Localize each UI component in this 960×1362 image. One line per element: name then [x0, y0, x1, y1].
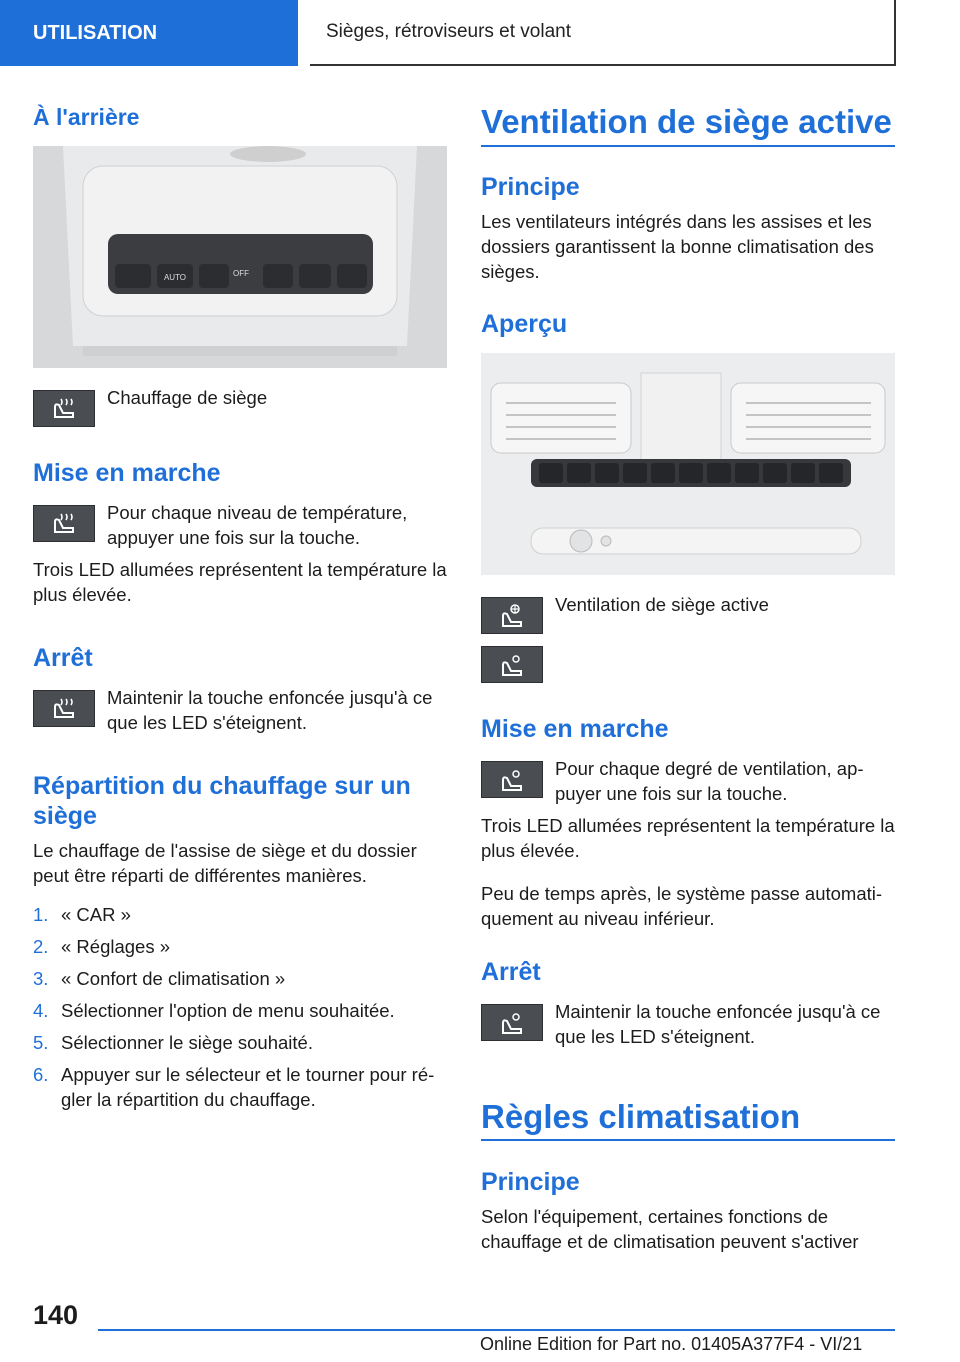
section-tab — [0, 0, 298, 66]
edition-note: Online Edition for Part no. 01405A377F4 - VI/21 — [480, 1334, 863, 1354]
seat-ventilation-icon — [481, 1004, 543, 1041]
heading-ventilation: Ventilation de siège active — [481, 103, 892, 140]
heading-principle-2: Principe — [481, 1168, 580, 1196]
vent-on-text: Pour chaque degré de ventilation, ap-puyer une fois sur la touche. — [555, 758, 864, 804]
step-text: « CAR » — [61, 904, 131, 925]
step-number: 4. — [33, 1000, 49, 1021]
heading-rule — [481, 145, 895, 147]
page-number: 140 — [33, 1300, 79, 1330]
step-text: Appuyer sur le sélecteur et le tourner pour ré-gler la répartition du chauffage. — [61, 1064, 435, 1110]
chapter-title: Sièges, rétroviseurs et volant — [326, 21, 572, 42]
step-text: Sélectionner l'option de menu souhaitée. — [61, 1000, 395, 1021]
on-leds-text: Trois LED allumées représentent la température la plus élevée. — [33, 559, 447, 605]
step-number: 5. — [33, 1032, 49, 1053]
seat-heating-icon — [33, 390, 95, 427]
vent-leds-text: Trois LED allumées représentent la température la plus élevée. — [481, 815, 895, 861]
heading-off-vent: Arrêt — [481, 958, 541, 986]
seat-ventilation-icon — [481, 761, 543, 798]
seat-ventilation-icon — [481, 646, 543, 683]
caption-heat: Chauffage de siège — [107, 387, 268, 408]
heading-off: Arrêt — [33, 644, 93, 672]
footer-rule — [98, 1329, 895, 1331]
on-text: Pour chaque niveau de température, appuyer une fois sur la touche. — [107, 502, 408, 548]
heading-rule — [481, 1139, 895, 1141]
rear-console-photo — [33, 146, 447, 368]
seat-ventilation-icon — [481, 597, 543, 634]
caption-vent: Ventilation de siège active — [555, 594, 769, 615]
climate-text: Selon l'équipement, certaines fonctions de chauffage et de climatisation peuvent s'activer — [481, 1206, 859, 1252]
section-label: UTILISATION — [33, 21, 158, 44]
heading-distribution: Répartition du chauffage sur un siège — [33, 772, 411, 830]
step-text: Sélectionner le siège souhaité. — [61, 1032, 313, 1053]
auto-label: AUTO — [163, 273, 187, 282]
heading-on: Mise en marche — [33, 459, 221, 487]
heading-rear: À l'arrière — [33, 104, 140, 130]
front-console-photo — [481, 353, 895, 575]
principle-text: Les ventilateurs intégrés dans les assises et les dossiers garantissent la bonne climatisation des sièges. — [481, 211, 874, 282]
off-text: Maintenir la touche enfoncée jusqu'à ce que les LED s'éteignent. — [107, 687, 433, 733]
vent-off-text: Maintenir la touche enfoncée jusqu'à ce que les LED s'éteignent. — [555, 1001, 881, 1047]
distribution-text: Le chauffage de l'assise de siège et du dossier peut être réparti de différentes manières. — [33, 840, 417, 886]
step-text: « Réglages » — [61, 936, 171, 957]
seat-heating-icon — [33, 505, 95, 542]
step-text: « Confort de climatisation » — [61, 968, 286, 989]
step-number: 2. — [33, 936, 49, 957]
heading-on-vent: Mise en marche — [481, 715, 669, 743]
step-number: 6. — [33, 1064, 49, 1085]
heading-climate-rules: Règles climatisation — [481, 1098, 801, 1135]
heading-overview: Aperçu — [481, 310, 568, 338]
step-number: 1. — [33, 904, 49, 925]
chapter-header — [310, 0, 896, 66]
seat-heating-icon — [33, 690, 95, 727]
heading-principle: Principe — [481, 173, 580, 201]
step-number: 3. — [33, 968, 49, 989]
vent-auto-text: Peu de temps après, le système passe automati-quement au niveau inférieur. — [481, 883, 883, 929]
front-button-row — [539, 463, 843, 483]
off-label: OFF — [233, 269, 249, 278]
